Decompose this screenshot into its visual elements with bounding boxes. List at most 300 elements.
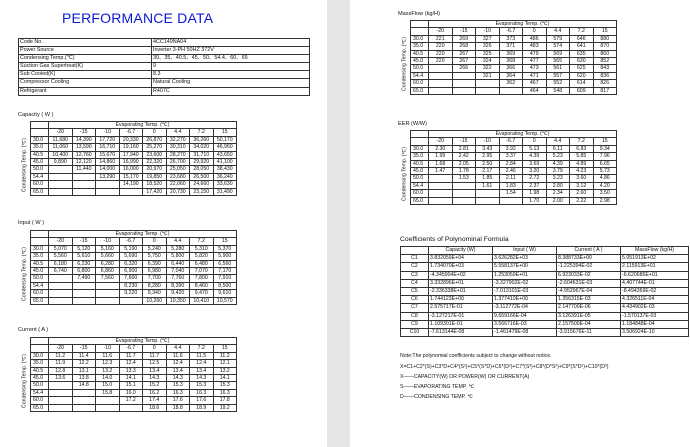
value-cell: 6,180 [49,260,73,267]
value-cell: 870 [593,43,617,50]
corner-cell [31,338,49,345]
value-cell: 6,740 [49,268,73,275]
value-cell: 826 [593,80,617,87]
value-cell: 13.4 [166,367,190,374]
value-cell: 14.3 [190,375,214,382]
coef-row [401,304,689,312]
value-cell: 6,480 [190,260,214,267]
spec-row [19,55,310,63]
table-row [411,43,617,50]
value-cell: 1.78 [452,168,476,175]
value-cell [429,72,453,79]
coef-value-cell: -7.013101E-03 [493,288,557,296]
right-page [350,0,690,447]
evap-temp-cell: 0 [523,138,547,145]
value-cell [49,166,73,173]
coef-value-cell: -4.345904E+02 [429,271,493,279]
value-cell: 557 [546,72,570,79]
massflow-block [398,20,616,93]
table-row [31,159,237,166]
coef-row [401,296,689,304]
corner-cell [31,231,49,238]
cond-temp-cell: 60.0 [31,181,49,188]
corner-cell [31,345,49,352]
value-cell: 11.7 [143,352,167,359]
value-cell: 609 [570,87,594,94]
coef-row [401,329,689,337]
value-cell: 18,520 [143,181,167,188]
cond-temp-cell: 40.5 [31,151,49,158]
evap-temp-cell: -20 [49,345,73,352]
value-cell: 2.05 [452,160,476,167]
spec-value: 4CC149NA04 [152,39,310,47]
value-cell: 5,800 [166,253,190,260]
value-cell: 41,100 [213,159,237,166]
table-header-row [411,138,617,145]
evap-temp-cell: -6.7 [119,238,143,245]
coef-header-row [401,247,689,255]
spec-value: 30、35、40.5、45、50、54.4、60、65 [152,55,310,63]
value-cell: 16,000 [119,166,143,173]
table-row [31,275,237,282]
value-cell: 2.95 [476,153,500,160]
value-cell: 13.4 [190,367,214,374]
evap-temp-cell: -6.7 [499,138,523,145]
value-cell: 10,400 [49,151,73,158]
value-cell: 8,390 [166,282,190,289]
value-cell: 10,350 [166,297,190,304]
value-cell [452,80,476,87]
value-cell: 477 [523,58,547,65]
value-cell [49,173,73,180]
value-cell: 4.39 [523,153,547,160]
value-cell: 7,070 [190,268,214,275]
evap-temp-cell: -10 [96,238,120,245]
value-cell: 6.65 [593,160,617,167]
value-cell: 9,220 [119,290,143,297]
massflow-section-title: MassFlow (kg/H) [398,11,440,17]
coef-name-cell: C5 [401,288,429,296]
value-cell [49,290,73,297]
value-cell [452,87,476,94]
value-cell: 17.6 [166,397,190,404]
value-cell: 12.4 [190,360,214,367]
table-row [31,382,237,389]
value-cell [429,182,453,189]
coef-value-cell: 1.356315E-03 [557,296,621,304]
value-cell: 267 [452,50,476,57]
value-cell: 2.42 [452,153,476,160]
evap-temp-header: Evaporating Temp. (℃) [429,131,617,138]
value-cell: 46,960 [213,144,237,151]
table-row [411,168,617,175]
spec-label: Sub Cooled(K) [19,71,152,79]
coef-row [401,255,689,263]
table-header-row [31,238,237,245]
table-row [31,181,237,188]
value-cell: 1.54 [499,190,523,197]
value-cell: 368 [499,58,523,65]
value-cell: 16.3 [190,389,214,396]
value-cell: 1.70 [523,197,547,204]
coef-value-cell: -1.461479E-08 [493,329,557,337]
value-cell: 548 [546,87,570,94]
value-cell: 15,670 [96,151,120,158]
spec-label: Compressor Cooling [19,79,152,87]
value-cell: 860 [593,50,617,57]
cond-temp-cell: 35.0 [31,253,49,260]
value-cell: 4.23 [570,168,594,175]
corner-cell [411,28,429,35]
value-cell: 5,160 [96,245,120,252]
value-cell: 843 [593,65,617,72]
table-row [411,160,617,167]
coef-value-cell: -3.112772E-04 [493,304,557,312]
value-cell: 3.23 [546,175,570,182]
value-cell: 36,240 [213,173,237,180]
value-cell: 1.68 [429,160,453,167]
value-cell: 5,070 [49,245,73,252]
value-cell: 15.8 [96,389,120,396]
cond-temp-cell: 54.4 [411,182,429,189]
value-cell: 18.6 [143,404,167,411]
value-cell: 38,430 [213,166,237,173]
value-cell: 9,420 [166,290,190,297]
value-cell [49,397,73,404]
value-cell: 574 [546,43,570,50]
value-cell [452,190,476,197]
value-cell: 6,560 [213,260,237,267]
value-cell [96,397,120,404]
value-cell: 17.2 [119,397,143,404]
corner-cell [31,238,49,245]
value-cell: 2.46 [499,168,523,175]
value-cell: 17.6 [190,397,214,404]
value-cell: 371 [499,43,523,50]
value-cell: 50,170 [213,136,237,143]
coef-value-cell: 2.575717E-01 [429,304,493,312]
spec-value: Inverter 3-PH 50HZ 372V [152,47,310,55]
cond-temp-cell: 30.0 [31,136,49,143]
table-header-row [411,131,617,138]
value-cell: 2.98 [593,197,617,204]
value-cell: 625 [570,65,594,72]
value-cell [49,382,73,389]
value-cell: 11.2 [49,352,73,359]
coef-name-cell: C9 [401,320,429,328]
table-row [31,245,237,252]
spec-row [19,39,310,47]
value-cell: 10,570 [213,297,237,304]
coef-value-cell: 5.051913E+02 [621,255,689,263]
value-cell: 13.2 [96,367,120,374]
value-cell: 565 [546,58,570,65]
value-cell: 7,170 [213,268,237,275]
value-cell [72,282,96,289]
corner-cell [31,122,49,129]
value-cell: 24,660 [190,181,214,188]
coef-name-cell: C3 [401,271,429,279]
value-cell [429,87,453,94]
value-cell: 7,800 [190,275,214,282]
value-cell: 6,440 [166,260,190,267]
table-row [411,50,617,57]
coef-value-cell: -2.336338E+01 [429,288,493,296]
value-cell: 16.3 [213,389,237,396]
spec-label: Suction Gas Superheat(K) [19,63,152,71]
value-cell: 17.4 [143,397,167,404]
coef-value-cell: 1.109301E-01 [429,320,493,328]
evap-temp-cell: -10 [476,138,500,145]
value-cell: 20,730 [166,188,190,195]
value-cell: 2.22 [570,197,594,204]
coefficients-title: Coefficients of Polynominal Formula [400,236,509,243]
coef-value-cell: -7.613144E-08 [429,329,493,337]
value-cell: 16.3 [166,389,190,396]
value-cell: 1.53 [452,175,476,182]
value-cell [72,404,96,411]
value-cell: 31,710 [190,151,214,158]
value-cell: 3.37 [499,153,523,160]
legend-d: D——CONDENSING TEMP. ℃ [400,394,474,400]
table-header-row [411,21,617,28]
evap-temp-cell: 4.4 [546,28,570,35]
coef-value-cell: -6.620686E+01 [621,271,689,279]
value-cell: 620 [570,72,594,79]
value-cell [49,181,73,188]
value-cell: 8,230 [119,282,143,289]
table-row [31,397,237,404]
coef-value-cell: 3.506924E-10 [621,329,689,337]
cond-temp-cell: 45.0 [411,58,429,65]
evap-temp-cell: 15 [213,129,237,136]
value-cell: 31,490 [213,188,237,195]
value-cell: 1.83 [499,182,523,189]
value-cell [96,297,120,304]
massflow-table [410,20,617,95]
value-cell: 7,700 [143,275,167,282]
cond-temp-cell: 65.0 [31,188,49,195]
value-cell: 5.85 [570,153,594,160]
value-cell [72,188,96,195]
corner-cell [31,129,49,136]
value-cell: 1.61 [476,182,500,189]
value-cell: 18.8 [166,404,190,411]
cond-temp-cell: 65.0 [411,197,429,204]
value-cell: 12,760 [72,151,96,158]
value-cell: 3.60 [570,175,594,182]
value-cell: 467 [523,80,547,87]
value-cell: 364 [499,72,523,79]
value-cell: 9.34 [593,145,617,152]
cond-temp-cell: 60.0 [31,290,49,297]
spec-value: R407C [152,87,310,95]
evap-temp-cell: -20 [49,129,73,136]
current-table [30,337,237,412]
coef-value-cell: 1.734070E+03 [429,263,493,271]
value-cell: 11,440 [72,166,96,173]
spec-table [18,38,310,96]
value-cell: 15.2 [143,382,167,389]
value-cell [476,197,500,204]
cond-temp-cell: 60.0 [411,190,429,197]
value-cell: 13.4 [143,367,167,374]
spec-value: Natural Cooling [152,79,310,87]
value-cell: 15,170 [119,173,143,180]
value-cell: 266 [452,65,476,72]
capacity-block [18,121,236,194]
value-cell [119,297,143,304]
value-cell [429,197,453,204]
value-cell [429,175,453,182]
cond-temp-axis-label: Condensing Temp. (℃) [401,36,407,91]
spec-row [19,71,310,79]
cond-temp-cell: 50.0 [31,275,49,282]
cond-temp-cell: 35.0 [411,153,429,160]
coef-name-cell: C10 [401,329,429,337]
value-cell: 11.4 [72,352,96,359]
value-cell: 11.6 [96,352,120,359]
value-cell: 36,260 [190,136,214,143]
value-cell: 479 [523,50,547,57]
value-cell: 5,900 [213,253,237,260]
left-page [0,0,327,447]
spec-row [19,87,310,95]
value-cell: 630 [570,58,594,65]
current-block [18,337,236,410]
value-cell: 25,270 [143,144,167,151]
spec-row [19,79,310,87]
evap-temp-cell: -15 [72,129,96,136]
evap-temp-cell: 4.4 [546,138,570,145]
value-cell: 817 [593,87,617,94]
table-row [411,65,617,72]
table-header-row [31,129,237,136]
value-cell [119,404,143,411]
value-cell [119,188,143,195]
value-cell: 366 [499,65,523,72]
value-cell: 2.37 [523,182,547,189]
value-cell [96,282,120,289]
value-cell: 26,870 [143,136,167,143]
value-cell [96,404,120,411]
value-cell: 13.2 [213,367,237,374]
value-cell: 4.86 [593,175,617,182]
table-row [31,144,237,151]
value-cell: 43,650 [213,151,237,158]
value-cell: 14,000 [96,166,120,173]
evap-temp-cell: -6.7 [119,345,143,352]
legend-s: S——EVAPORATING TEMP. ℃ [400,384,475,390]
cond-temp-cell: 60.0 [411,80,429,87]
value-cell: 473 [523,65,547,72]
table-row [31,404,237,411]
evap-temp-cell: -6.7 [499,28,523,35]
value-cell: 14.1 [213,375,237,382]
coef-value-cell: 3.566716E-03 [493,320,557,328]
value-cell: 26,700 [166,159,190,166]
value-cell: 13.6 [49,375,73,382]
coef-value-cell: 3.626282E+03 [493,255,557,263]
coef-value-cell: -8.494369E-02 [621,288,689,296]
value-cell: 2.30 [429,145,453,152]
cond-temp-cell: 65.0 [411,87,429,94]
value-cell: 369 [499,50,523,57]
cond-temp-cell: 65.0 [31,297,49,304]
value-cell: 12.1 [213,360,237,367]
legend-x: X——CAPACITY(W) OR POWER(W) OR CURRENT(A) [400,374,530,380]
coef-value-cell: -4.952967E-04 [557,288,621,296]
value-cell: 9,890 [49,159,73,166]
value-cell [429,65,453,72]
evap-temp-cell: -15 [72,345,96,352]
table-row [411,87,617,94]
value-cell: 2.84 [499,160,523,167]
value-cell: 2.60 [570,190,594,197]
evap-temp-cell: 0 [143,238,167,245]
capacity-section-title: Capacity ( W ) [18,112,54,118]
value-cell: 221 [429,35,453,42]
cond-temp-cell: 50.0 [411,65,429,72]
value-cell: 322 [476,65,500,72]
cond-temp-cell: 50.0 [411,175,429,182]
table-row [411,72,617,79]
coef-value-cell: 2.147700E-06 [557,304,621,312]
value-cell: 483 [523,43,547,50]
cond-temp-cell: 35.0 [31,144,49,151]
value-cell [72,297,96,304]
value-cell [96,181,120,188]
table-row [31,253,237,260]
value-cell [49,297,73,304]
value-cell: 269 [452,35,476,42]
table-row [31,360,237,367]
value-cell: 8,500 [213,282,237,289]
cond-temp-cell: 30.0 [31,245,49,252]
cond-temp-axis-label: Condensing Temp. (℃) [21,353,27,408]
evap-temp-cell: 7.2 [190,345,214,352]
table-row [411,80,617,87]
value-cell: 8,280 [143,282,167,289]
evap-temp-cell: -15 [452,138,476,145]
coef-value-cell: 1.377410E+00 [493,296,557,304]
value-cell: 13,590 [72,144,96,151]
table-row [31,375,237,382]
value-cell: 561 [546,65,570,72]
value-cell: 17,940 [119,151,143,158]
evap-temp-cell: 4.4 [166,345,190,352]
cond-temp-cell: 50.0 [31,166,49,173]
cond-temp-cell: 40.5 [31,367,49,374]
value-cell [96,290,120,297]
value-cell: 6.11 [546,145,570,152]
value-cell: 3.43 [476,145,500,152]
value-cell: 12.4 [119,360,143,367]
value-cell: 23,600 [143,151,167,158]
value-cell: 22,320 [143,159,167,166]
evap-temp-cell: 0 [523,28,547,35]
value-cell: 12.4 [166,360,190,367]
cond-temp-cell: 45.0 [411,168,429,175]
value-cell: 20,970 [143,166,167,173]
spec-label: Condensing Temp.(℃) [19,55,152,63]
table-row [411,35,617,42]
evap-temp-cell: 7.2 [570,28,594,35]
cond-temp-cell: 54.4 [31,282,49,289]
evap-temp-header: Evaporating Temp. (℃) [49,231,237,238]
table-row [31,268,237,275]
value-cell: 6,230 [72,260,96,267]
